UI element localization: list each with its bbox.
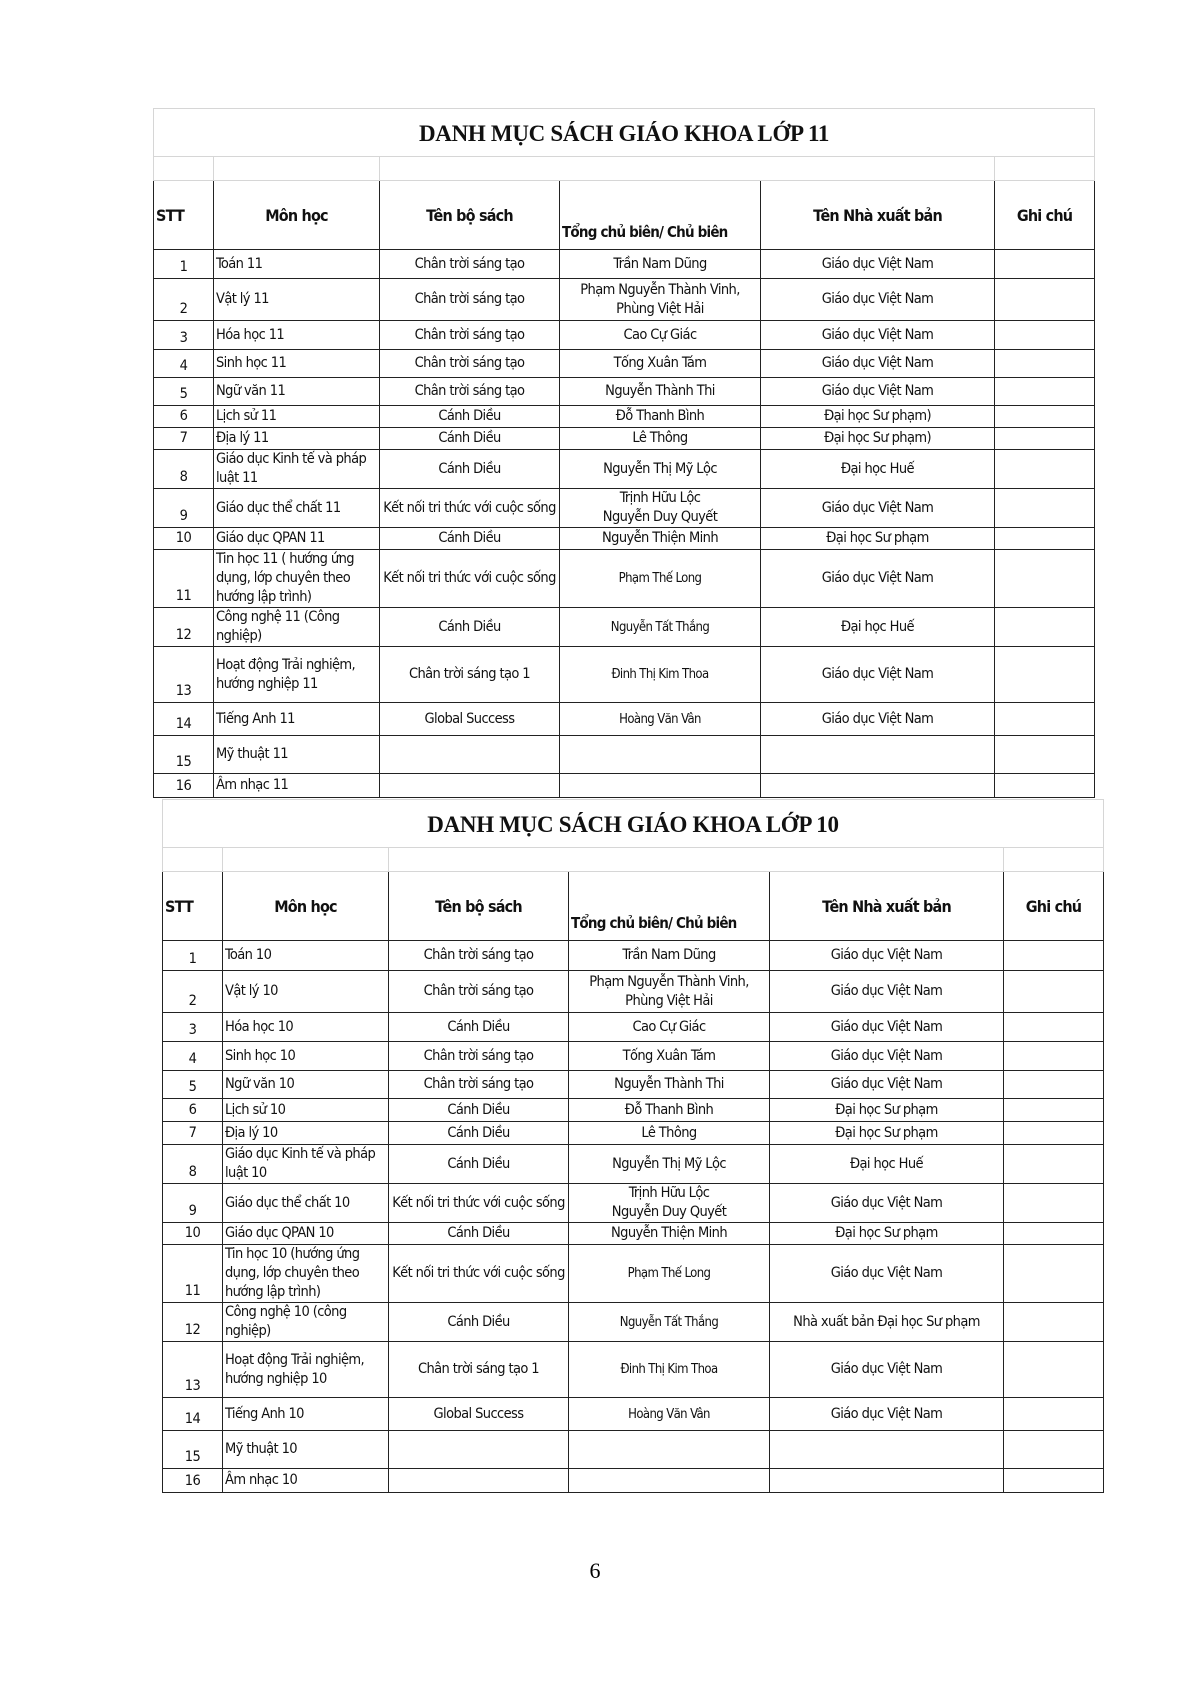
row-subject: Tiếng Anh 10 (223, 1398, 389, 1431)
row-editor: Nguyễn Thiện Minh (569, 1223, 770, 1245)
row-subject: Giáo dục thể chất 10 (223, 1184, 389, 1223)
row-editor: Hoàng Văn Vân (569, 1398, 770, 1431)
row-stt: 7 (154, 428, 214, 450)
row-subject: Giáo dục Kinh tế và pháp luật 11 (214, 450, 380, 489)
row-note (995, 279, 1095, 321)
row-series: Chân trời sáng tạo (389, 971, 569, 1013)
header-row (163, 872, 1104, 941)
row-editor: Phạm Thế Long (560, 550, 761, 608)
row-stt: 11 (154, 550, 214, 608)
table-row (154, 250, 1095, 279)
textbook-table-grade-10 (162, 799, 1103, 1493)
table-row (154, 550, 1095, 608)
row-note (1004, 1184, 1104, 1223)
row-series: Kết nối tri thức với cuộc sống (389, 1245, 569, 1303)
table-title: DANH MỤC SÁCH GIÁO KHOA LỚP 11 (154, 109, 1095, 157)
row-stt: 13 (163, 1342, 223, 1398)
row-subject: Tin học 10 (hướng ứng dụng, lớp chuyên theo hướng lập trình) (223, 1245, 389, 1303)
row-series: Cánh Diều (380, 406, 560, 428)
row-note (995, 406, 1095, 428)
row-note (995, 774, 1095, 798)
row-series: Cánh Diều (380, 428, 560, 450)
row-series: Chân trời sáng tạo (380, 350, 560, 378)
row-stt: 8 (163, 1145, 223, 1184)
table-row (163, 1469, 1104, 1493)
header-row (154, 181, 1095, 250)
row-publisher: Giáo dục Việt Nam (761, 550, 995, 608)
row-subject: Công nghệ 11 (Công nghiệp) (214, 608, 380, 647)
table-row (163, 1042, 1104, 1071)
row-stt: 9 (154, 489, 214, 528)
row-note (995, 428, 1095, 450)
table-row (154, 528, 1095, 550)
row-publisher: Đại học Sư phạm (761, 528, 995, 550)
row-subject: Giáo dục QPAN 10 (223, 1223, 389, 1245)
row-stt: 11 (163, 1245, 223, 1303)
row-subject: Giáo dục thể chất 11 (214, 489, 380, 528)
row-subject: Sinh học 11 (214, 350, 380, 378)
row-publisher: Giáo dục Việt Nam (770, 1042, 1004, 1071)
row-subject: Địa lý 10 (223, 1122, 389, 1145)
row-publisher: Giáo dục Việt Nam (761, 350, 995, 378)
row-series (380, 736, 560, 774)
row-subject: Tin học 11 ( hướng ứng dụng, lớp chuyên theo hướng lập trình) (214, 550, 380, 608)
row-editor: Phạm Nguyễn Thành Vinh, Phùng Việt Hải (560, 279, 761, 321)
row-subject: Sinh học 10 (223, 1042, 389, 1071)
table-row (154, 428, 1095, 450)
row-note (995, 703, 1095, 736)
header-note: Ghi chú (1004, 872, 1104, 941)
table-row (163, 1145, 1104, 1184)
row-publisher: Giáo dục Việt Nam (770, 1184, 1004, 1223)
row-stt: 5 (154, 378, 214, 406)
row-editor: Trần Nam Dũng (560, 250, 761, 279)
row-series: Cánh Diều (380, 608, 560, 647)
row-publisher: Đại học Huế (770, 1145, 1004, 1184)
table-row (154, 350, 1095, 378)
row-stt: 10 (154, 528, 214, 550)
table-row (154, 321, 1095, 350)
row-stt: 14 (154, 703, 214, 736)
row-subject: Lịch sử 10 (223, 1099, 389, 1122)
row-series: Cánh Diều (389, 1122, 569, 1145)
row-subject: Ngữ văn 10 (223, 1071, 389, 1099)
row-stt: 2 (163, 971, 223, 1013)
row-series: Chân trời sáng tạo (380, 250, 560, 279)
row-publisher: Giáo dục Việt Nam (761, 279, 995, 321)
table-row (163, 1071, 1104, 1099)
row-subject: Mỹ thuật 10 (223, 1431, 389, 1469)
row-editor: Đỗ Thanh Bình (560, 406, 761, 428)
row-stt: 9 (163, 1184, 223, 1223)
table-row (154, 489, 1095, 528)
row-subject: Hoạt động Trải nghiệm, hướng nghiệp 11 (214, 647, 380, 703)
row-series: Kết nối tri thức với cuộc sống (389, 1184, 569, 1223)
row-editor: Nguyễn Tất Thắng (560, 608, 761, 647)
row-series: Cánh Diều (380, 450, 560, 489)
row-note (1004, 1342, 1104, 1398)
table-row (154, 608, 1095, 647)
row-subject: Lịch sử 11 (214, 406, 380, 428)
row-subject: Âm nhạc 11 (214, 774, 380, 798)
table-row (163, 1122, 1104, 1145)
row-stt: 7 (163, 1122, 223, 1145)
row-subject: Địa lý 11 (214, 428, 380, 450)
row-editor: Đinh Thị Kim Thoa (569, 1342, 770, 1398)
row-series: Kết nối tri thức với cuộc sống (380, 489, 560, 528)
row-note (995, 550, 1095, 608)
row-publisher: Đại học Sư phạm (770, 1223, 1004, 1245)
row-publisher: Giáo dục Việt Nam (770, 1245, 1004, 1303)
textbook-table-grade-11 (153, 108, 1094, 798)
row-note (995, 528, 1095, 550)
row-stt: 15 (154, 736, 214, 774)
row-stt: 13 (154, 647, 214, 703)
header-publisher: Tên Nhà xuất bản (761, 181, 995, 250)
row-series: Cánh Diều (389, 1145, 569, 1184)
row-series: Cánh Diều (389, 1303, 569, 1342)
row-publisher: Giáo dục Việt Nam (770, 1013, 1004, 1042)
header-stt: STT (163, 872, 223, 941)
row-stt: 6 (154, 406, 214, 428)
row-publisher (761, 736, 995, 774)
row-series: Chân trời sáng tạo (389, 941, 569, 971)
table-title: DANH MỤC SÁCH GIÁO KHOA LỚP 10 (163, 800, 1104, 848)
row-publisher: Giáo dục Việt Nam (761, 250, 995, 279)
row-publisher: Giáo dục Việt Nam (761, 489, 995, 528)
row-note (995, 321, 1095, 350)
row-note (1004, 1145, 1104, 1184)
row-stt: 14 (163, 1398, 223, 1431)
row-note (1004, 1071, 1104, 1099)
row-publisher: Đại học Sư phạm) (761, 428, 995, 450)
row-editor: Cao Cự Giác (560, 321, 761, 350)
table-row (163, 1223, 1104, 1245)
row-note (995, 450, 1095, 489)
table-body (154, 250, 1095, 798)
row-editor: Trịnh Hữu Lộc Nguyễn Duy Quyết (569, 1184, 770, 1223)
row-publisher (761, 774, 995, 798)
row-editor: Lê Thông (560, 428, 761, 450)
row-editor: Nguyễn Thiện Minh (560, 528, 761, 550)
table-body (163, 941, 1104, 1493)
row-subject: Hóa học 10 (223, 1013, 389, 1042)
row-editor: Nguyễn Thị Mỹ Lộc (569, 1145, 770, 1184)
row-publisher: Đại học Huế (761, 608, 995, 647)
row-publisher: Giáo dục Việt Nam (761, 321, 995, 350)
row-note (1004, 1122, 1104, 1145)
row-publisher: Giáo dục Việt Nam (761, 378, 995, 406)
row-editor: Tống Xuân Tám (560, 350, 761, 378)
row-note (995, 489, 1095, 528)
row-note (1004, 1398, 1104, 1431)
row-note (995, 736, 1095, 774)
table-row (154, 378, 1095, 406)
row-series: Kết nối tri thức với cuộc sống (380, 550, 560, 608)
row-editor: Tống Xuân Tám (569, 1042, 770, 1071)
row-editor: Cao Cự Giác (569, 1013, 770, 1042)
row-series (380, 774, 560, 798)
header-editor: Tổng chủ biên/ Chủ biên (560, 181, 761, 250)
header-editor: Tổng chủ biên/ Chủ biên (569, 872, 770, 941)
row-publisher: Giáo dục Việt Nam (770, 1398, 1004, 1431)
row-publisher: Nhà xuất bản Đại học Sư phạm (770, 1303, 1004, 1342)
table-row (154, 647, 1095, 703)
row-note (1004, 1013, 1104, 1042)
row-note (1004, 941, 1104, 971)
row-stt: 10 (163, 1223, 223, 1245)
row-stt: 15 (163, 1431, 223, 1469)
row-editor: Trịnh Hữu Lộc Nguyễn Duy Quyết (560, 489, 761, 528)
table-row (163, 1431, 1104, 1469)
table-row (154, 736, 1095, 774)
table-row (154, 406, 1095, 428)
table-row (163, 1099, 1104, 1122)
row-note (1004, 1099, 1104, 1122)
table-row (163, 971, 1104, 1013)
row-subject: Toán 10 (223, 941, 389, 971)
row-subject: Âm nhạc 10 (223, 1469, 389, 1493)
row-stt: 16 (163, 1469, 223, 1493)
row-stt: 5 (163, 1071, 223, 1099)
table-row (163, 1184, 1104, 1223)
row-publisher: Đại học Sư phạm (770, 1099, 1004, 1122)
table-row (163, 1303, 1104, 1342)
row-note (995, 608, 1095, 647)
row-series: Global Success (380, 703, 560, 736)
row-stt: 6 (163, 1099, 223, 1122)
row-series (389, 1469, 569, 1493)
row-series: Chân trời sáng tạo (389, 1042, 569, 1071)
row-series: Chân trời sáng tạo (380, 321, 560, 350)
table-row (154, 774, 1095, 798)
row-publisher (770, 1469, 1004, 1493)
row-stt: 3 (163, 1013, 223, 1042)
row-subject: Giáo dục QPAN 11 (214, 528, 380, 550)
header-publisher: Tên Nhà xuất bản (770, 872, 1004, 941)
row-subject: Công nghệ 10 (công nghiệp) (223, 1303, 389, 1342)
row-stt: 4 (154, 350, 214, 378)
row-series: Chân trời sáng tạo (389, 1071, 569, 1099)
row-note (995, 647, 1095, 703)
row-subject: Vật lý 11 (214, 279, 380, 321)
header-series: Tên bộ sách (380, 181, 560, 250)
row-stt: 16 (154, 774, 214, 798)
header-subject: Môn học (214, 181, 380, 250)
row-series: Chân trời sáng tạo 1 (380, 647, 560, 703)
row-stt: 2 (154, 279, 214, 321)
row-publisher: Đại học Huế (761, 450, 995, 489)
row-publisher: Giáo dục Việt Nam (770, 1342, 1004, 1398)
row-editor: Trần Nam Dũng (569, 941, 770, 971)
row-subject: Vật lý 10 (223, 971, 389, 1013)
row-editor: Nguyễn Thị Mỹ Lộc (560, 450, 761, 489)
row-subject: Toán 11 (214, 250, 380, 279)
table-row (163, 1342, 1104, 1398)
row-series: Cánh Diều (389, 1013, 569, 1042)
row-series: Cánh Diều (380, 528, 560, 550)
row-editor: Hoàng Văn Vân (560, 703, 761, 736)
row-note (1004, 1469, 1104, 1493)
row-editor (560, 736, 761, 774)
row-note (1004, 1303, 1104, 1342)
row-stt: 8 (154, 450, 214, 489)
row-series: Cánh Diều (389, 1223, 569, 1245)
header-subject: Môn học (223, 872, 389, 941)
row-editor: Đỗ Thanh Bình (569, 1099, 770, 1122)
row-editor: Phạm Thế Long (569, 1245, 770, 1303)
row-note (1004, 1042, 1104, 1071)
row-note (995, 250, 1095, 279)
row-editor (560, 774, 761, 798)
row-stt: 3 (154, 321, 214, 350)
row-publisher (770, 1431, 1004, 1469)
row-publisher: Giáo dục Việt Nam (770, 941, 1004, 971)
table-row (163, 1245, 1104, 1303)
row-note (995, 350, 1095, 378)
row-subject: Mỹ thuật 11 (214, 736, 380, 774)
row-series: Chân trời sáng tạo 1 (389, 1342, 569, 1398)
row-stt: 1 (163, 941, 223, 971)
row-note (1004, 1431, 1104, 1469)
page-number: 6 (589, 1558, 601, 1583)
row-series: Chân trời sáng tạo (380, 378, 560, 406)
row-subject: Tiếng Anh 11 (214, 703, 380, 736)
row-editor (569, 1469, 770, 1493)
row-publisher: Đại học Sư phạm (770, 1122, 1004, 1145)
table-row (163, 1398, 1104, 1431)
row-editor: Phạm Nguyễn Thành Vinh, Phùng Việt Hải (569, 971, 770, 1013)
row-publisher: Đại học Sư phạm) (761, 406, 995, 428)
header-note: Ghi chú (995, 181, 1095, 250)
table-row (154, 279, 1095, 321)
row-editor: Nguyễn Thành Thi (560, 378, 761, 406)
row-note (1004, 1245, 1104, 1303)
table-row (163, 941, 1104, 971)
table-row (154, 450, 1095, 489)
row-note (1004, 1223, 1104, 1245)
row-stt: 1 (154, 250, 214, 279)
row-series: Global Success (389, 1398, 569, 1431)
row-series: Chân trời sáng tạo (380, 279, 560, 321)
row-publisher: Giáo dục Việt Nam (770, 1071, 1004, 1099)
row-publisher: Giáo dục Việt Nam (770, 971, 1004, 1013)
row-publisher: Giáo dục Việt Nam (761, 703, 995, 736)
row-publisher: Giáo dục Việt Nam (761, 647, 995, 703)
row-stt: 4 (163, 1042, 223, 1071)
row-subject: Ngữ văn 11 (214, 378, 380, 406)
row-note (1004, 971, 1104, 1013)
row-editor: Lê Thông (569, 1122, 770, 1145)
row-editor: Đinh Thị Kim Thoa (560, 647, 761, 703)
table-row (163, 1013, 1104, 1042)
row-series (389, 1431, 569, 1469)
row-editor (569, 1431, 770, 1469)
row-stt: 12 (163, 1303, 223, 1342)
row-editor: Nguyễn Tất Thắng (569, 1303, 770, 1342)
table-row (154, 703, 1095, 736)
header-stt: STT (154, 181, 214, 250)
row-subject: Hoạt động Trải nghiệm, hướng nghiệp 10 (223, 1342, 389, 1398)
row-editor: Nguyễn Thành Thi (569, 1071, 770, 1099)
row-series: Cánh Diều (389, 1099, 569, 1122)
row-stt: 12 (154, 608, 214, 647)
row-note (995, 378, 1095, 406)
row-subject: Hóa học 11 (214, 321, 380, 350)
row-subject: Giáo dục Kinh tế và pháp luật 10 (223, 1145, 389, 1184)
header-series: Tên bộ sách (389, 872, 569, 941)
